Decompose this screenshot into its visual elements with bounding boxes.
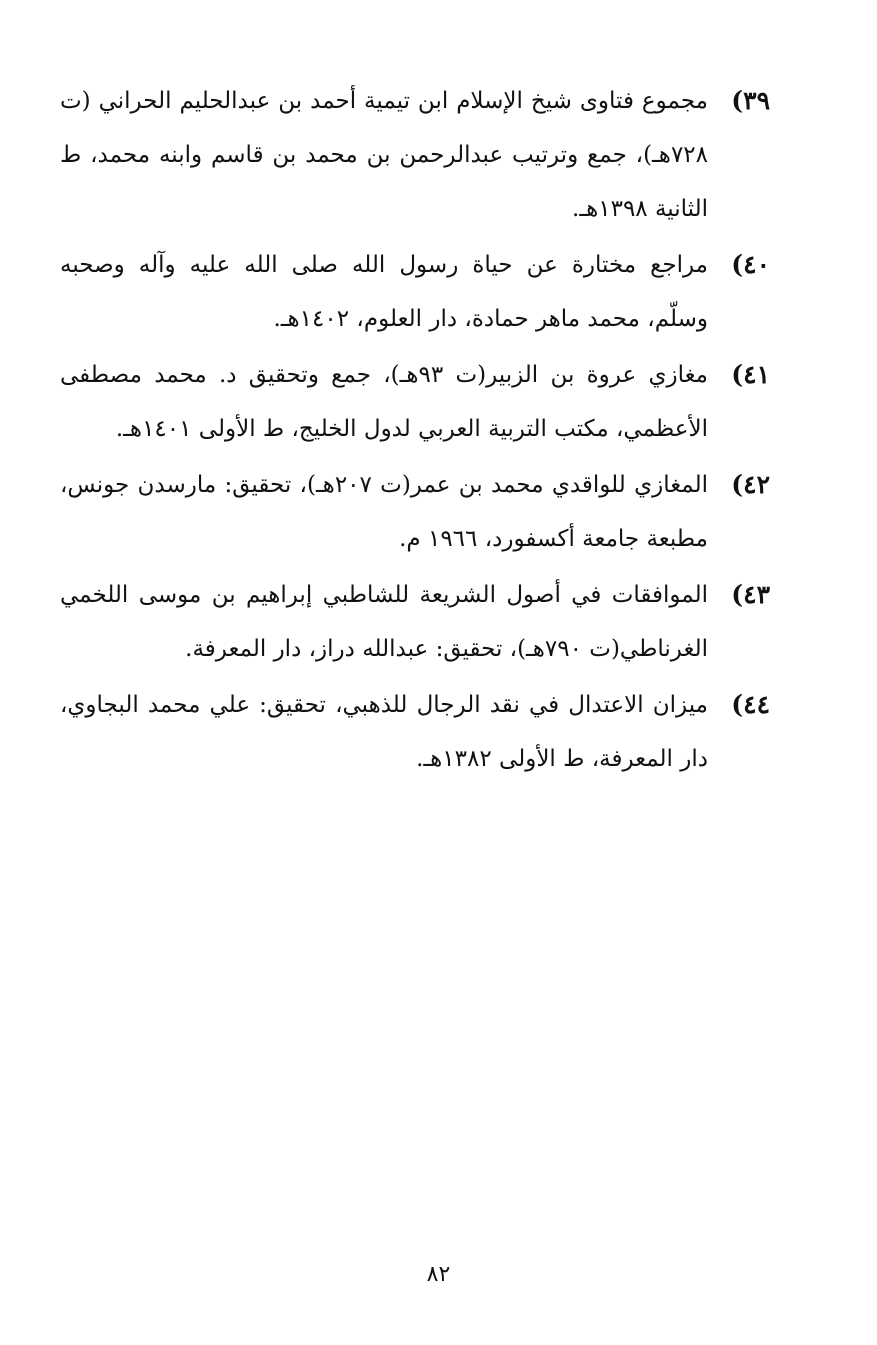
reference-list	[60, 74, 770, 788]
reference-number: ٤٢)	[731, 470, 770, 499]
reference-number: ٤٠)	[731, 250, 770, 279]
reference-text: مغازي عروة بن الزبير(ت ٩٣هـ)، جمع وتحقيق د. محمد مصطفى الأعظمي، مكتب التربية العربي لدول الخليج، ط الأولى ١٤٠١هـ.	[60, 362, 708, 442]
page-number: ٨٢	[426, 1262, 451, 1287]
reference-item-43	[60, 568, 770, 676]
reference-item-42	[60, 458, 770, 566]
reference-text: المغازي للواقدي محمد بن عمر(ت ٢٠٧هـ)، تحقيق: مارسدن جونس، مطبعة جامعة أكسفورد، ١٩٦٦ م.	[60, 472, 708, 552]
reference-text: ميزان الاعتدال في نقد الرجال للذهبي، تحقيق: علي محمد البجاوي، دار المعرفة، ط الأولى ١٣٨٢هـ.	[60, 692, 708, 772]
reference-item-41	[60, 348, 770, 456]
reference-text: مراجع مختارة عن حياة رسول الله صلى الله عليه وآله وصحبه وسلّم، محمد ماهر حمادة، دار العلوم، ١٤٠٢هـ.	[60, 252, 708, 332]
reference-number: ٤٤)	[731, 690, 770, 719]
reference-item-39	[60, 74, 770, 236]
reference-text: الموافقات في أصول الشريعة للشاطبي إبراهيم بن موسى اللخمي الغرناطي(ت ٧٩٠هـ)، تحقيق: عبدالله دراز، دار المعرفة.	[60, 582, 708, 662]
reference-number: ٤٣)	[731, 580, 770, 609]
reference-item-44	[60, 678, 770, 786]
reference-text: مجموع فتاوى شيخ الإسلام ابن تيمية أحمد بن عبدالحليم الحراني (ت ٧٢٨هـ)، جمع وترتيب عبدالرحمن بن محمد بن قاسم وابنه محمد، ط الثانية ١٣٩٨هـ.	[60, 88, 708, 222]
reference-number: ٤١)	[731, 360, 770, 389]
reference-item-40	[60, 238, 770, 346]
reference-number: ٣٩)	[731, 86, 770, 115]
